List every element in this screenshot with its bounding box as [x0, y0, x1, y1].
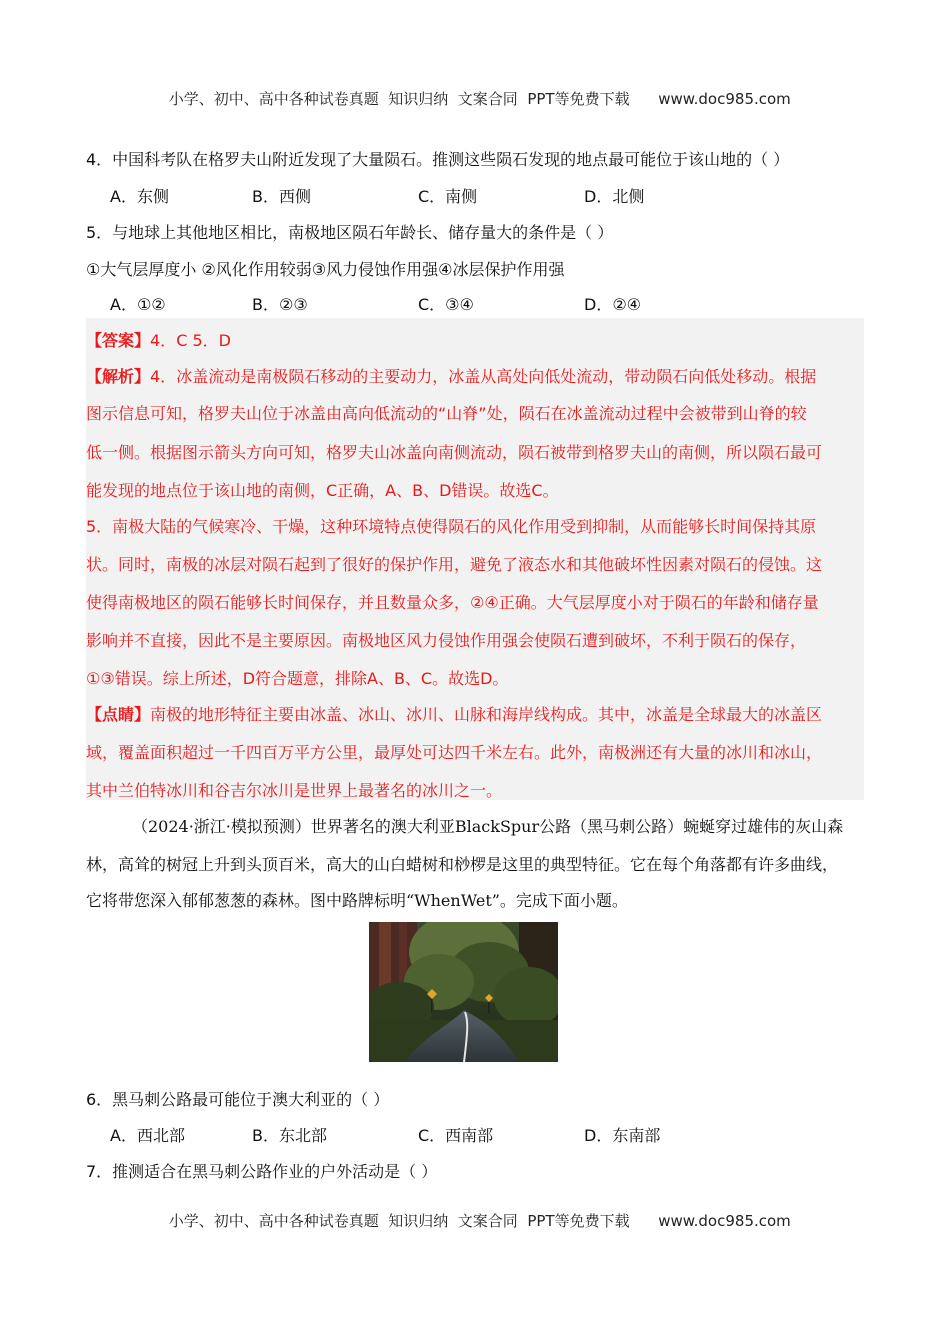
tip-line-3: 其中兰伯特冰川和谷吉尔冰川是世界上最著名的冰川之一。 — [86, 781, 503, 800]
analysis-line-2: 图示信息可知，格罗夫山位于冰盖由高向低流动的“山脊”处，陨石在冰盖流动过程中会被带到山脊的较 — [86, 404, 807, 423]
analysis-tag: 【解析】 — [86, 367, 151, 386]
footer-text: 小学、初中、高中各种试卷真题 知识归纳 文案合同 PPT等免费下载 — [168, 1212, 630, 1230]
page-header — [0, 70, 950, 109]
analysis-line-1: 【解析】4．冰盖流动是南极陨石移动的主要动力，冰盖从高处向低处流动，带动陨石向低处移动。根据 — [86, 367, 817, 386]
q4-option-d: D．北侧 — [584, 187, 645, 206]
q6-option-b: B．东北部 — [252, 1126, 327, 1145]
q4-option-c: C．南侧 — [418, 187, 478, 206]
q5-option-a: A．①② — [110, 295, 166, 314]
q6-option-c: C．西南部 — [418, 1126, 494, 1145]
question-5-conditions: ①大气层厚度小 ②风化作用较弱③风力侵蚀作用强④冰层保护作用强 — [86, 260, 565, 279]
footer-url: www.doc985.com — [658, 1212, 791, 1230]
q5-option-d: D．②④ — [584, 295, 642, 314]
q5-option-b: B．②③ — [252, 295, 308, 314]
q4-option-b: B．西侧 — [252, 187, 311, 206]
tip-line-2: 域，覆盖面积超过一千四百万平方公里，最厚处可达四千米左右。此外，南极洲还有大量的冰川和冰山， — [86, 743, 823, 762]
analysis-line-5: 5．南极大陆的气候寒冷、干燥，这种环境特点使得陨石的风化作用受到抑制，从而能够长时间保持其原 — [86, 517, 817, 536]
passage-line-1: （2024·浙江·模拟预测）世界著名的澳大利亚BlackSpur公路（黑马刺公路）蜿蜒穿过雄伟的灰山森 — [132, 817, 844, 836]
q4-option-a: A．东侧 — [110, 187, 169, 206]
header-text: 小学、初中、高中各种试卷真题 知识归纳 文案合同 PPT等免费下载 — [168, 90, 630, 108]
analysis-line-4: 能发现的地点位于该山地的南侧，C正确，A、B、D错误。故选C。 — [86, 481, 559, 500]
answer-tag: 【答案】 — [86, 331, 151, 350]
question-5-stem: 5．与地球上其他地区相比，南极地区陨石年龄长、储存量大的条件是（ ） — [86, 223, 614, 242]
question-4-stem: 4．中国科考队在格罗夫山附近发现了大量陨石。推测这些陨石发现的地点最可能位于该山地的（ ） — [86, 150, 790, 169]
q5-option-c: C．③④ — [418, 295, 474, 314]
analysis-line-9: ①③错误。综上所述，D符合题意，排除A、B、C。故选D。 — [86, 669, 509, 688]
q6-option-d: D．东南部 — [584, 1126, 661, 1145]
answer-text: 4．C 5．D — [150, 331, 231, 350]
q6-option-a: A．西北部 — [110, 1126, 185, 1145]
question-6-stem: 6．黑马刺公路最可能位于澳大利亚的（ ） — [86, 1090, 390, 1109]
answer-line — [86, 328, 231, 351]
header-url: www.doc985.com — [658, 90, 791, 108]
question-7-stem: 7．推测适合在黑马刺公路作业的户外活动是（ ） — [86, 1162, 438, 1181]
passage-line-3: 它将带您深入郁郁葱葱的森林。图中路牌标明“WhenWet”。完成下面小题。 — [86, 891, 628, 910]
analysis-line-3: 低一侧。根据图示箭头方向可知，格罗夫山冰盖向南侧流动，陨石被带到格罗夫山的南侧，所以陨石最可 — [86, 443, 823, 462]
passage-line-2: 林，高耸的树冠上升到头顶百米，高大的山白蜡树和桫椤是这里的典型特征。它在每个角落都有许多曲线， — [86, 855, 839, 874]
analysis-line-8: 影响并不直接，因此不是主要原因。南极地区风力侵蚀作用强会使陨石遭到破坏，不利于陨石的保存， — [86, 631, 807, 650]
page-footer — [0, 1192, 950, 1231]
tip-line-1: 【点睛】南极的地形特征主要由冰盖、冰山、冰川、山脉和海岸线构成。其中，冰盖是全球最大的冰盖区 — [86, 705, 823, 724]
forest-road-photo — [369, 922, 558, 1062]
analysis-line-6: 状。同时，南极的冰层对陨石起到了很好的保护作用，避免了液态水和其他破坏性因素对陨石的侵蚀。这 — [86, 555, 823, 574]
analysis-line-7: 使得南极地区的陨石能够长时间保存，并且数量众多，②④正确。大气层厚度小对于陨石的年龄和储存量 — [86, 593, 819, 612]
tip-tag: 【点睛】 — [86, 705, 151, 724]
